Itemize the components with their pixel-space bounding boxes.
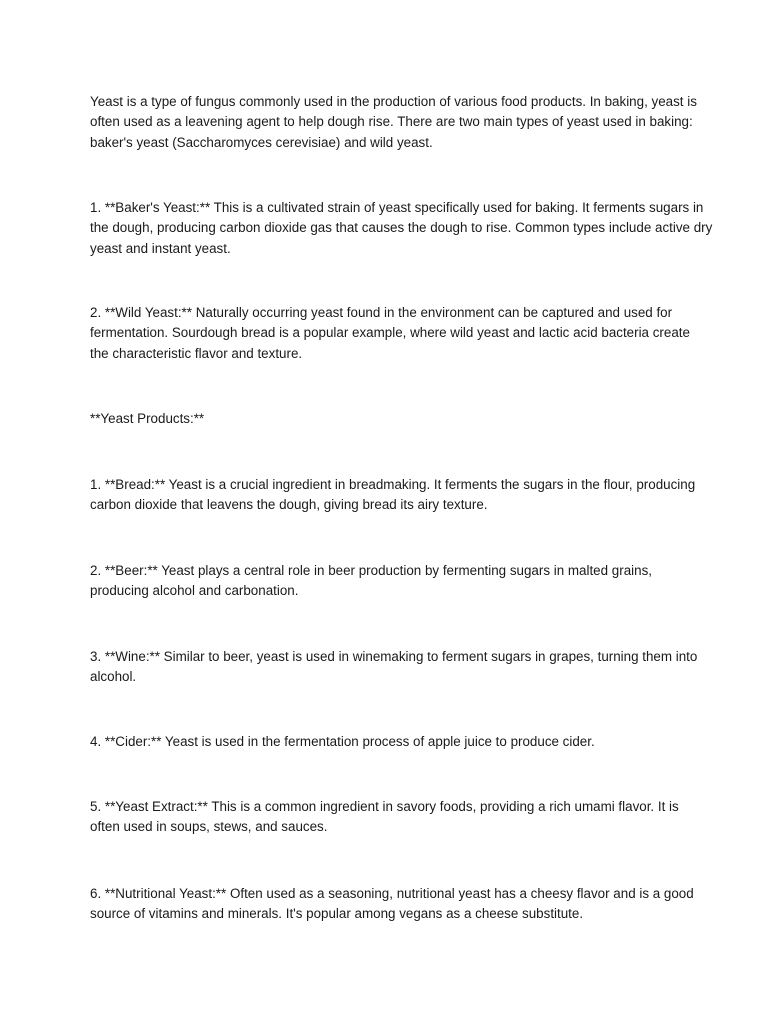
text-line: 1. **Baker's Yeast:** This is a cultivated strain of yeast specifically used for baking. It ferments sugars in <box>90 200 704 215</box>
text-line: Yeast is a type of fungus commonly used in the production of various food products. In baking, yeast is <box>90 94 697 109</box>
text-line: 6. **Nutritional Yeast:** Often used as a seasoning, nutritional yeast has a cheesy flavor and is a good <box>90 886 694 901</box>
text-line: producing alcohol and carbonation. <box>90 583 299 599</box>
yeast-extract-paragraph <box>90 797 690 838</box>
text-line: alcohol. <box>90 669 137 685</box>
text-line: 2. **Beer:** Yeast plays a central role in beer production by fermenting sugars in malted grains, <box>90 563 652 578</box>
text-line: often used as a leavening agent to help dough rise. There are two main types of yeast used in baking: <box>90 114 693 130</box>
text-line: often used in soups, stews, and sauces. <box>90 819 328 835</box>
bread-paragraph <box>90 475 696 516</box>
text-line: the characteristic flavor and texture. <box>90 345 303 361</box>
wild-yeast-paragraph <box>90 303 690 364</box>
beer-paragraph <box>90 561 690 602</box>
nutritional-yeast-paragraph <box>90 884 694 925</box>
text-line: 3. **Wine:** Similar to beer, yeast is used in winemaking to ferment sugars in grapes, turning them into <box>90 649 698 664</box>
text-line: yeast and instant yeast. <box>90 240 231 256</box>
text-line: source of vitamins and minerals. It's popular among vegans as a cheese substitute. <box>90 906 584 922</box>
text-line: fermentation. Sourdough bread is a popular example, where wild yeast and lactic acid bacteria create <box>90 325 690 341</box>
intro-paragraph <box>90 92 697 153</box>
cider-paragraph <box>90 732 690 752</box>
text-line: carbon dioxide that leavens the dough, giving bread its airy texture. <box>90 497 488 513</box>
bakers-yeast-paragraph <box>90 198 713 259</box>
text-line: 2. **Wild Yeast:** Naturally occurring yeast found in the environment can be captured and used for <box>90 305 673 320</box>
text-line: the dough, producing carbon dioxide gas that causes the dough to rise. Common types include active dry <box>90 220 713 236</box>
yeast-products-heading <box>90 409 690 429</box>
text-line: **Yeast Products:** <box>90 411 205 426</box>
text-line: 4. **Cider:** Yeast is used in the fermentation process of apple juice to produce cider. <box>90 734 595 749</box>
text-line: 1. **Bread:** Yeast is a crucial ingredient in breadmaking. It ferments the sugars in the flour, producing <box>90 477 696 492</box>
text-line: baker's yeast (Saccharomyces cerevisiae) and wild yeast. <box>90 134 433 150</box>
text-line: 5. **Yeast Extract:** This is a common ingredient in savory foods, providing a rich umami flavor. It is <box>90 799 679 814</box>
wine-paragraph <box>90 647 698 688</box>
